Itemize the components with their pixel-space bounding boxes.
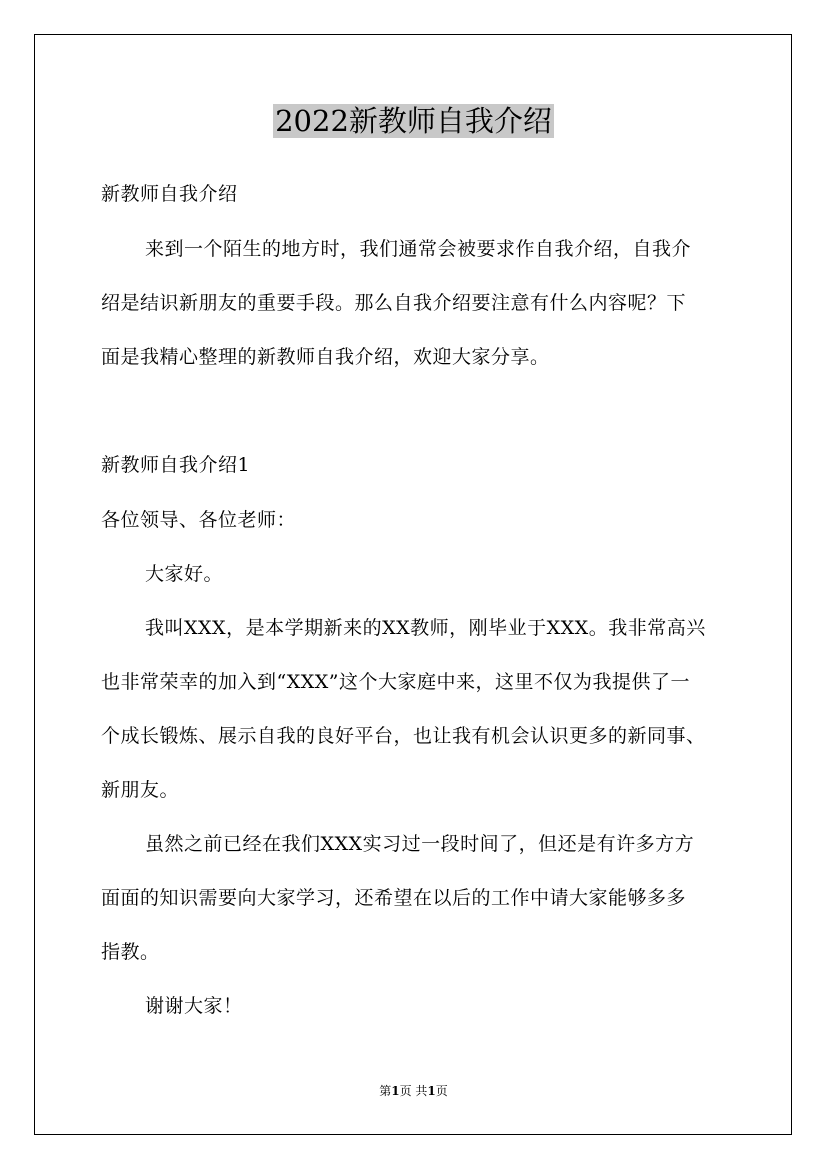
page-end: 页: [435, 1084, 448, 1098]
page-current: 1: [391, 1084, 400, 1098]
page-prefix: 第: [379, 1084, 392, 1098]
page-total: 1: [427, 1084, 436, 1098]
paragraph-line: 虽然之前已经在我们XXX实习过一段时间了，但还是有许多方方: [145, 833, 695, 855]
paragraph-line: 面面的知识需要向大家学习，还希望在以后的工作中请大家能够多多: [101, 887, 687, 909]
section-heading: 新教师自我介绍: [101, 183, 238, 205]
paragraph-line: 也非常荣幸的加入到“XXX”这个大家庭中来，这里不仅为我提供了一: [101, 671, 691, 693]
section-heading: 新教师自我介绍1: [101, 454, 251, 476]
paragraph-line: 新朋友。: [101, 779, 180, 801]
paragraph-line: 面是我精心整理的新教师自我介绍，欢迎大家分享。: [101, 346, 550, 368]
salutation: 各位领导、各位老师：: [101, 509, 297, 531]
page-suffix: 页 共: [399, 1084, 428, 1098]
closing: 谢谢大家！: [145, 995, 243, 1017]
document-title-wrap: [0, 100, 827, 142]
paragraph-line: 我叫XXX，是本学期新来的XX教师，刚毕业于XXX。我非常高兴: [145, 617, 706, 639]
document-title: 2022新教师自我介绍: [275, 104, 552, 138]
paragraph-line: 指教。: [101, 941, 160, 963]
greeting: 大家好。: [145, 563, 224, 585]
paragraph-line: 来到一个陌生的地方时，我们通常会被要求作自我介绍，自我介: [145, 238, 692, 260]
page-footer: [0, 1082, 827, 1100]
paragraph-line: 个成长锻炼、展示自我的良好平台，也让我有机会认识更多的新同事、: [101, 725, 706, 747]
paragraph-line: 绍是结识新朋友的重要手段。那么自我介绍要注意有什么内容呢？下: [101, 292, 687, 314]
